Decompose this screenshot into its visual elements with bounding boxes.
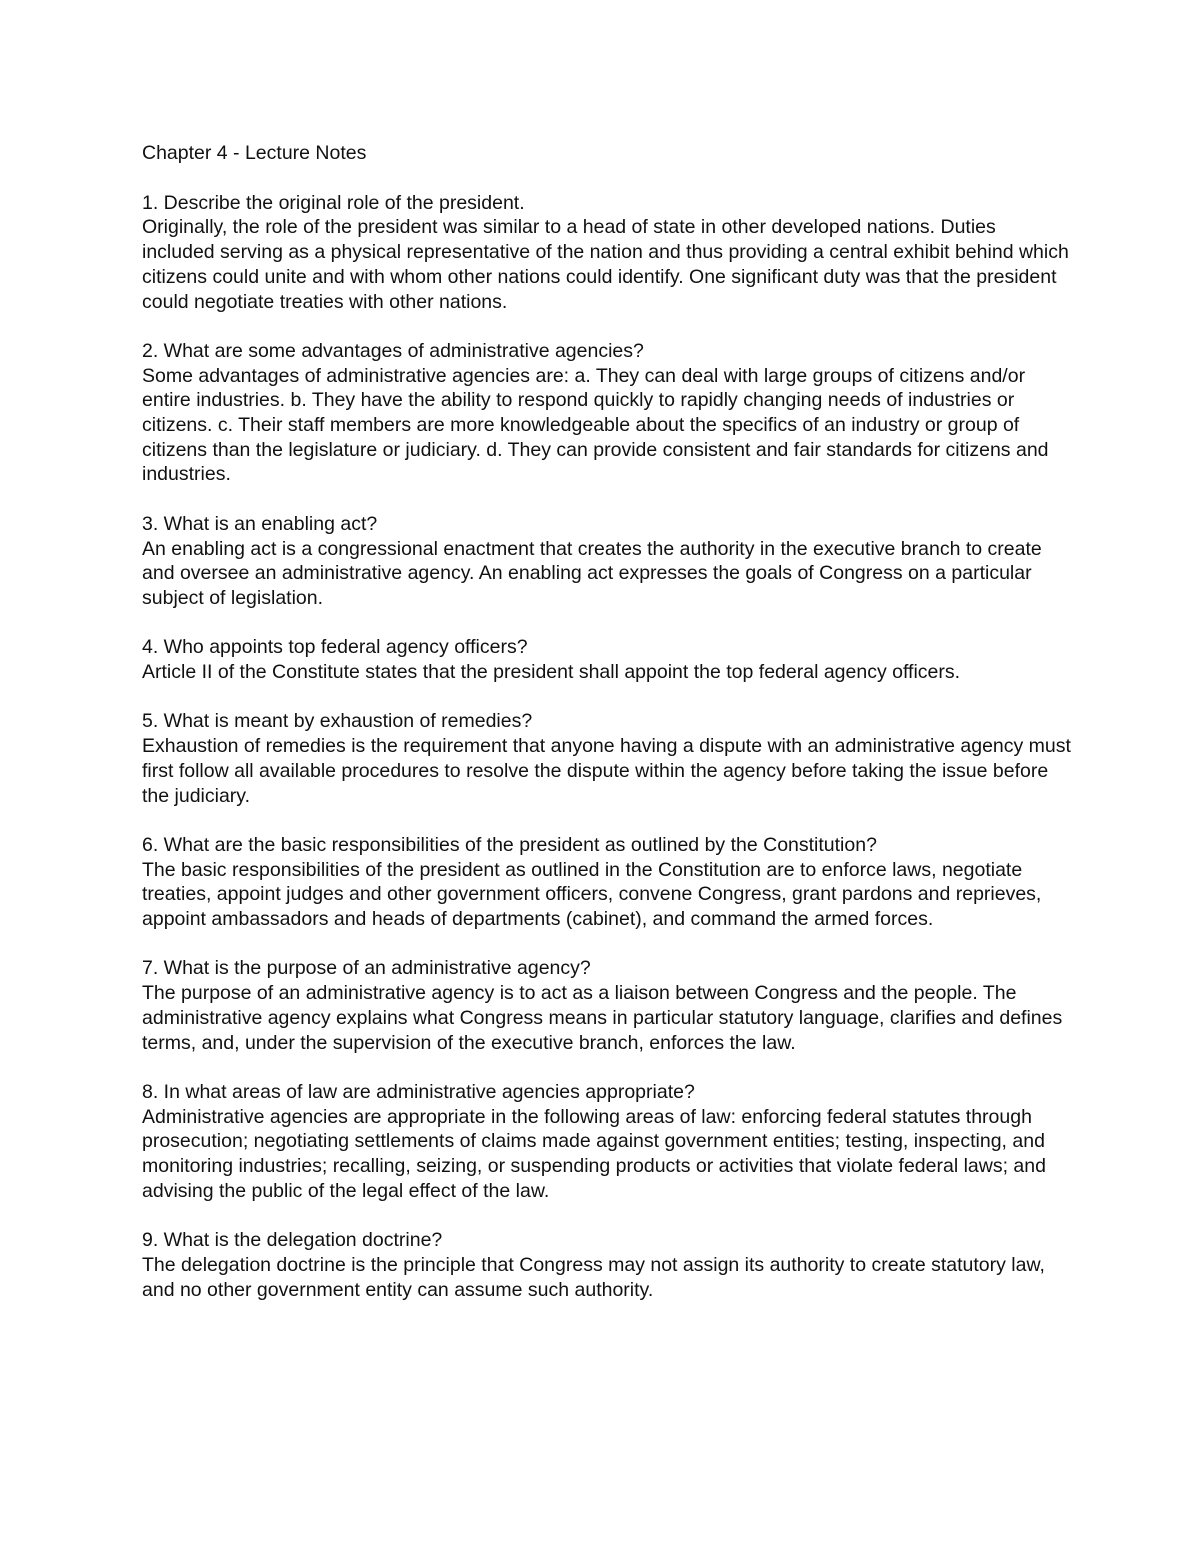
question: 6. What are the basic responsibilities of the president as outlined by the Constitution?	[142, 833, 877, 856]
question: 9. What is the delegation doctrine?	[142, 1229, 443, 1252]
qa-item-5	[142, 709, 1072, 808]
qa-item-4	[142, 635, 1072, 684]
qa-item-2	[142, 339, 1072, 487]
answer: Exhaustion of remedies is the requirement that anyone having a dispute with an administrative agency must first follow all available procedures to resolve the dispute within the agency before taking the issue before the judiciary.	[142, 735, 1071, 807]
qa-item-8	[142, 1080, 1072, 1204]
qa-item-7	[142, 956, 1072, 1055]
qa-item-1	[142, 191, 1072, 315]
page-title: Chapter 4 - Lecture Notes	[142, 142, 367, 164]
answer: The delegation doctrine is the principle that Congress may not assign its authority to create statutory law, and no other government entity can assume such authority.	[142, 1253, 1045, 1301]
answer: Some advantages of administrative agencies are: a. They can deal with large groups of citizens and/or entire industries. b. They have the ability to respond quickly to rapidly changing needs of industries or citizens. c. Their staff members are more knowledgeable about the specifics of an industry or group of citizens than the legislature or judiciary. d. They can provide consistent and fair standards for citizens and industries.	[142, 364, 1049, 486]
document-page	[142, 141, 1072, 1327]
question: 2. What are some advantages of administrative agencies?	[142, 339, 644, 362]
question: 5. What is meant by exhaustion of remedies?	[142, 710, 533, 733]
answer: Originally, the role of the president was similar to a head of state in other developed nations. Duties included serving as a physical representative of the nation and thus providing a central exhibit behind which citizens could unite and with whom other nations could identify. One significant duty was that the president could negotiate treaties with other nations.	[142, 216, 1069, 313]
answer: Administrative agencies are appropriate in the following areas of law: enforcing federal statutes through prosecution; negotiating settlements of claims made against government entities; testing, inspecting, and monitoring industries; recalling, seizing, or suspending products or activities that violate federal laws; and advising the public of the legal effect of the law.	[142, 1105, 1046, 1202]
answer: The basic responsibilities of the president as outlined in the Constitution are to enforce laws, negotiate treaties, appoint judges and other government officers, convene Congress, grant pardons and reprieves, appoint ambassadors and heads of departments (cabinet), and command the armed forces.	[142, 858, 1042, 931]
answer: An enabling act is a congressional enactment that creates the authority in the executive branch to create and oversee an administrative agency. An enabling act expresses the goals of Congress on a particular subject of legislation.	[142, 537, 1042, 609]
question: 4. Who appoints top federal agency officers?	[142, 636, 528, 659]
question: 7. What is the purpose of an administrative agency?	[142, 957, 591, 980]
answer: The purpose of an administrative agency is to act as a liaison between Congress and the people. The administrative agency explains what Congress means in particular statutory language, clarifies and defines terms, and, under the supervision of the executive branch, enforces the law.	[142, 982, 1063, 1054]
qa-item-6	[142, 833, 1072, 932]
question: 1. Describe the original role of the president.	[142, 191, 525, 214]
question: 3. What is an enabling act?	[142, 512, 378, 535]
question: 8. In what areas of law are administrative agencies appropriate?	[142, 1080, 695, 1103]
answer: Article II of the Constitute states that the president shall appoint the top federal agency officers.	[142, 661, 961, 684]
qa-item-3	[142, 512, 1072, 611]
qa-item-9	[142, 1228, 1072, 1302]
